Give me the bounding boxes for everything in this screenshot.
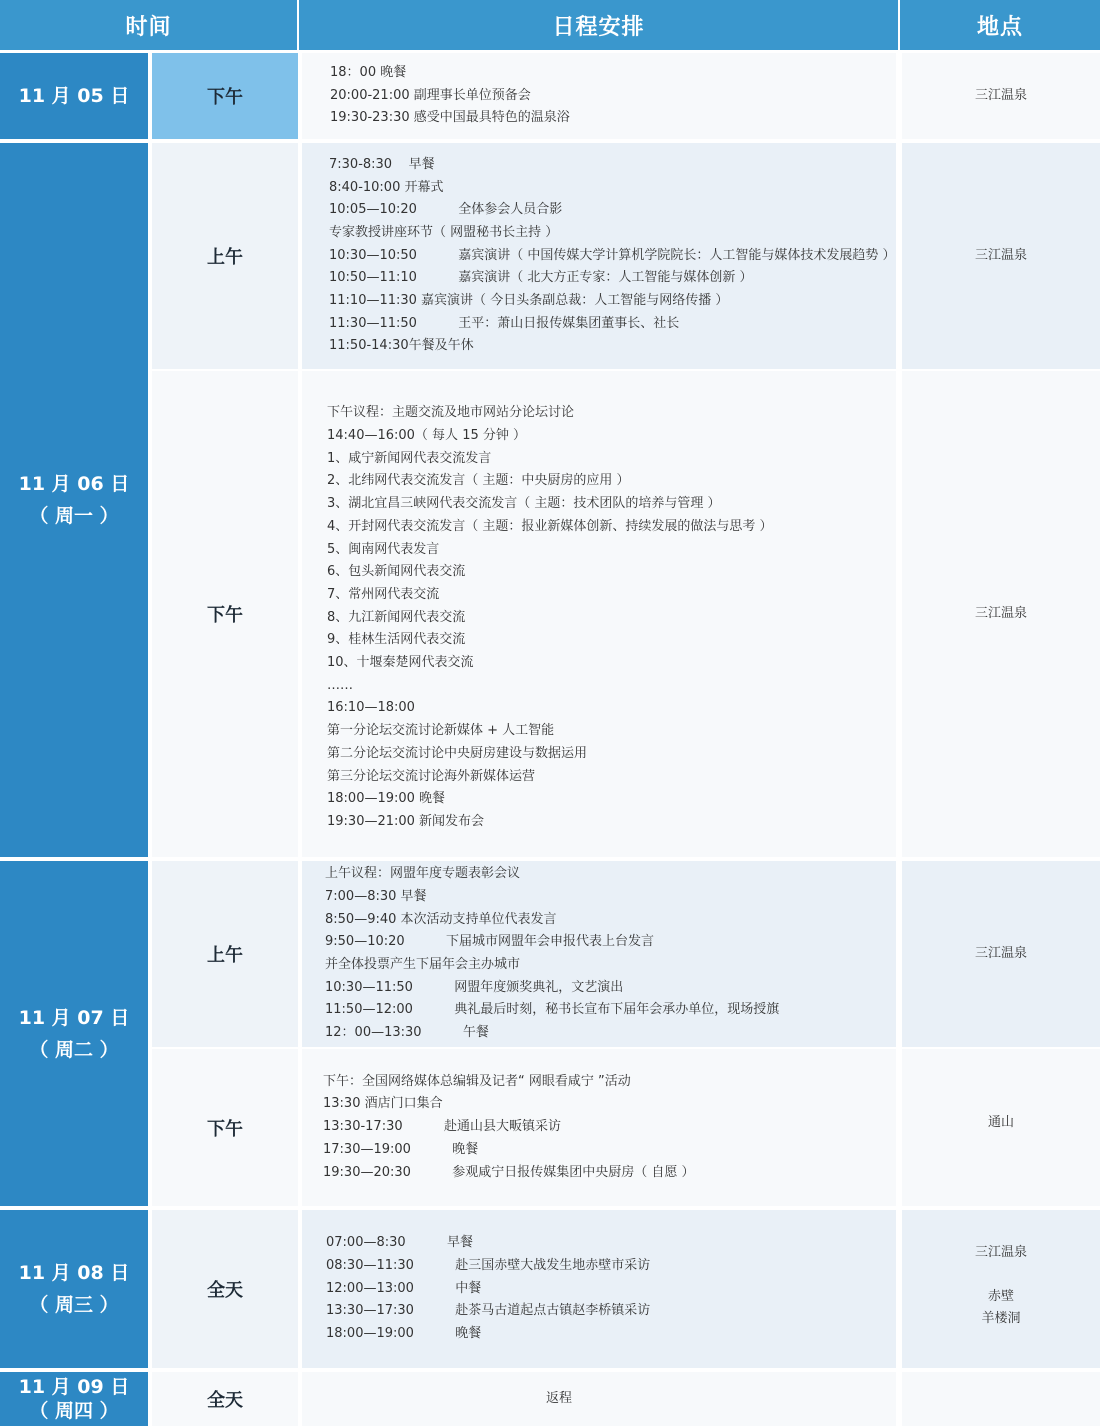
schedule-line: 3、湖北宜昌三峡网代表交流发言（ 主题：技术团队的培养与管理 ） <box>327 496 721 512</box>
period-cell-nov06-pm: 下午 <box>152 371 298 857</box>
location-line: 三江温泉 <box>974 946 1027 961</box>
schedule-line: 20:00-21:00 副理事长单位预备会 <box>330 87 531 103</box>
schedule-line: 第一分论坛交流讨论新媒体 + 人工智能 <box>327 723 555 739</box>
date-cell-nov06 <box>0 143 148 857</box>
weekday-label: （ 周三 ） <box>29 1294 119 1316</box>
schedule-line: 专家教授讲座环节（ 网盟秘书长主持 ） <box>329 224 559 240</box>
weekday-label: （ 周二 ） <box>29 1038 119 1061</box>
schedule-line: 下午议程：主题交流及地市网站分论坛讨论 <box>327 405 575 421</box>
period-cell-nov06-am: 上午 <box>152 143 298 369</box>
schedule-line: 7:00—8:30 早餐 <box>325 888 427 904</box>
schedule-line: 8、九江新闻网代表交流 <box>327 609 466 625</box>
schedule-line: …… <box>327 677 353 693</box>
schedule-line: 4、开封网代表交流发言（ 主题：报业新媒体创新、持续发展的做法与思考 ） <box>327 518 773 534</box>
schedule-line: 16:10—18:00 <box>327 700 415 716</box>
schedule-line: 10:30—10:50 嘉宾演讲（ 中国传媒大学计算机学院院长：人工智能与媒体技术发展趋势 ） <box>329 247 896 263</box>
schedule-line: 19:30—20:30 参观咸宁日报传媒集团中央厨房（ 自愿 ） <box>323 1164 695 1180</box>
schedule-line: 11:50—12:00 典礼最后时刻，秘书长宣布下届年会承办单位，现场授旗 <box>325 1002 780 1018</box>
schedule-line: 10:30—11:50 网盟年度颁奖典礼，文艺演出 <box>325 979 624 995</box>
schedule-line: 12:00—13:00 中餐 <box>326 1280 482 1296</box>
schedule-cell-nov09-all <box>302 1372 896 1426</box>
schedule-line: 下午：全国网络媒体总编辑及记者“ 网眼看咸宁 ”活动 <box>323 1073 631 1089</box>
schedule-line: 19:30—21:00 新闻发布会 <box>327 813 485 829</box>
weekday-label: （ 周一 ） <box>29 505 119 527</box>
schedule-line: 9、桂林生活网代表交流 <box>327 632 466 648</box>
location-cell-nov07-am <box>902 861 1100 1047</box>
date-label: 11 月 07 日 <box>18 1006 130 1029</box>
schedule-line: 18:00—19:00 晚餐 <box>327 791 446 807</box>
schedule-line: 第二分论坛交流讨论中央厨房建设与数据运用 <box>327 745 588 761</box>
schedule-line: 8:50—9:40 本次活动支持单位代表发言 <box>325 911 557 927</box>
schedule-cell-nov08-all <box>302 1210 896 1368</box>
schedule-line: 19:30-23:30 感受中国最具特色的温泉浴 <box>330 110 570 126</box>
location-line: 三江温泉 <box>974 606 1027 621</box>
location-cell-nov05 <box>902 53 1100 139</box>
date-label: 11 月 08 日 <box>18 1262 130 1284</box>
location-cell-nov06-pm <box>902 371 1100 857</box>
header-schedule: 日程安排 <box>299 0 898 50</box>
schedule-line: 18：00 晚餐 <box>330 64 407 80</box>
schedule-line: 5、闽南网代表发言 <box>327 541 440 557</box>
location-line: 三江温泉 <box>974 88 1027 103</box>
location-line: 三江温泉 <box>974 1245 1027 1260</box>
schedule-line: 并全体投票产生下届年会主办城市 <box>325 957 521 972</box>
location-line: 赤壁 <box>987 1289 1014 1304</box>
schedule-line: 07:00—8:30 早餐 <box>326 1235 473 1251</box>
schedule-line: 7:30-8:30 早餐 <box>329 156 435 172</box>
schedule-line: 6、包头新闻网代表交流 <box>327 564 466 580</box>
schedule-line: 1、咸宁新闻网代表交流发言 <box>327 450 492 466</box>
schedule-line: 9:50—10:20 下届城市网盟年会申报代表上台发言 <box>325 934 654 950</box>
period-cell-nov05-pm: 下午 <box>152 53 298 139</box>
schedule-line: 10:05—10:20 全体参会人员合影 <box>329 202 563 218</box>
period-cell-nov08-all: 全天 <box>152 1210 298 1368</box>
schedule-line: 7、常州网代表交流 <box>327 586 440 602</box>
date-cell-nov09 <box>0 1372 148 1426</box>
schedule-line: 10、十堰秦楚网代表交流 <box>327 655 474 671</box>
schedule-line: 13:30-17:30 赴通山县大畈镇采访 <box>323 1119 561 1135</box>
schedule-line: 上午议程：网盟年度专题表彰会议 <box>325 866 521 882</box>
schedule-line: 第三分论坛交流讨论海外新媒体运营 <box>327 768 536 784</box>
location-cell-nov07-pm <box>902 1049 1100 1206</box>
schedule-line: 13:30—17:30 赴茶马古道起点古镇赵李桥镇采访 <box>326 1303 651 1319</box>
location-line: 通山 <box>987 1114 1014 1130</box>
schedule-cell-nov06-am <box>302 143 896 369</box>
schedule-line: 08:30—11:30 赴三国赤壁大战发生地赤壁市采访 <box>326 1257 651 1273</box>
schedule-cell-nov05-pm <box>302 53 896 139</box>
location-cell-nov08 <box>902 1210 1100 1368</box>
location-line: 三江温泉 <box>974 248 1027 263</box>
schedule-line: 18:00—19:00 晚餐 <box>326 1326 482 1342</box>
schedule-line: 2、北纬网代表交流发言（ 主题：中央厨房的应用 ） <box>327 473 630 489</box>
schedule-line: 17:30—19:00 晚餐 <box>323 1141 479 1157</box>
schedule-line: 12：00—13:30 午餐 <box>325 1025 489 1041</box>
schedule-line: 11:30—11:50 王平：萧山日报传媒集团董事长、社长 <box>329 315 680 331</box>
location-line: 羊楼洞 <box>981 1311 1021 1326</box>
weekday-label: （ 周四 ） <box>29 1400 119 1422</box>
header-time: 时间 <box>0 0 297 50</box>
date-label: 11 月 09 日 <box>18 1376 130 1398</box>
schedule-cell-nov07-pm <box>302 1049 896 1206</box>
schedule-cell-nov07-am <box>302 861 896 1047</box>
location-cell-nov09 <box>902 1372 1100 1426</box>
schedule-line: 14:40—16:00（ 每人 15 分钟 ） <box>327 428 526 444</box>
schedule-cell-nov06-pm <box>302 371 896 857</box>
location-cell-nov06-am <box>902 143 1100 369</box>
schedule-line: 返程 <box>545 1390 572 1406</box>
period-cell-nov07-am: 上午 <box>152 861 298 1047</box>
schedule-line: 13:30 酒店门口集合 <box>323 1096 443 1112</box>
date-cell-nov05 <box>0 53 148 139</box>
header-location: 地点 <box>900 0 1100 50</box>
schedule-line: 10:50—11:10 嘉宾演讲（ 北大方正专家：人工智能与媒体创新 ） <box>329 270 753 286</box>
date-cell-nov07 <box>0 861 148 1206</box>
schedule-line: 8:40-10:00 开幕式 <box>329 179 444 195</box>
date-cell-nov08 <box>0 1210 148 1368</box>
schedule-line: 11:10—11:30 嘉宾演讲（ 今日头条副总裁：人工智能与网络传播 ） <box>329 293 729 309</box>
date-label: 11 月 05 日 <box>18 85 130 107</box>
period-cell-nov09-all: 全天 <box>152 1372 298 1426</box>
period-cell-nov07-pm: 下午 <box>152 1049 298 1206</box>
date-label: 11 月 06 日 <box>18 473 130 495</box>
schedule-line: 11:50-14:30午餐及午休 <box>329 338 474 354</box>
